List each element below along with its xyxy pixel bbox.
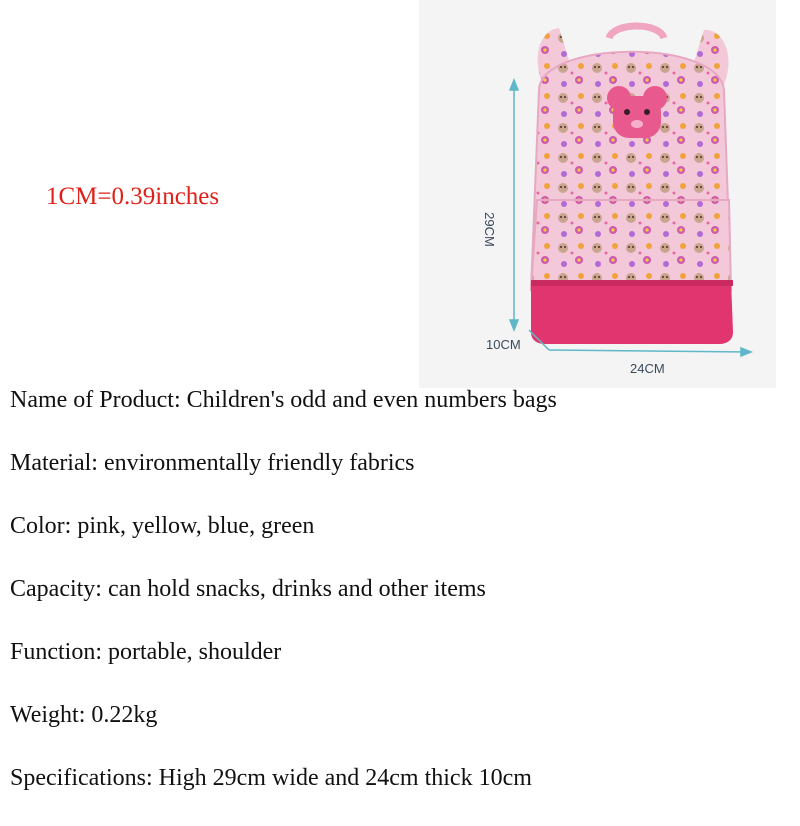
top-handle (609, 26, 664, 38)
backpack-base (531, 280, 733, 344)
product-photo (419, 0, 776, 388)
spec-name: Name of Product: Children's odd and even numbers bags (10, 387, 557, 413)
spec-function: Function: portable, shoulder (10, 639, 282, 665)
spec-color: Color: pink, yellow, blue, green (10, 513, 315, 539)
spec-capacity: Capacity: can hold snacks, drinks and other items (10, 576, 486, 602)
front-pocket (531, 200, 731, 290)
depth-dimension-label: 10CM (486, 337, 521, 352)
height-dimension-label: 29CM (481, 212, 497, 247)
spec-material: Material: environmentally friendly fabrics (10, 450, 415, 476)
product-spec-list (10, 385, 557, 826)
spec-weight: Weight: 0.22kg (10, 702, 158, 728)
spec-specifications: Specifications: High 29cm wide and 24cm thick 10cm (10, 765, 532, 791)
unit-conversion-note: 1CM=0.39inches (46, 183, 220, 210)
width-dimension-label: 24CM (630, 361, 665, 376)
backpack-illustration (419, 0, 776, 388)
